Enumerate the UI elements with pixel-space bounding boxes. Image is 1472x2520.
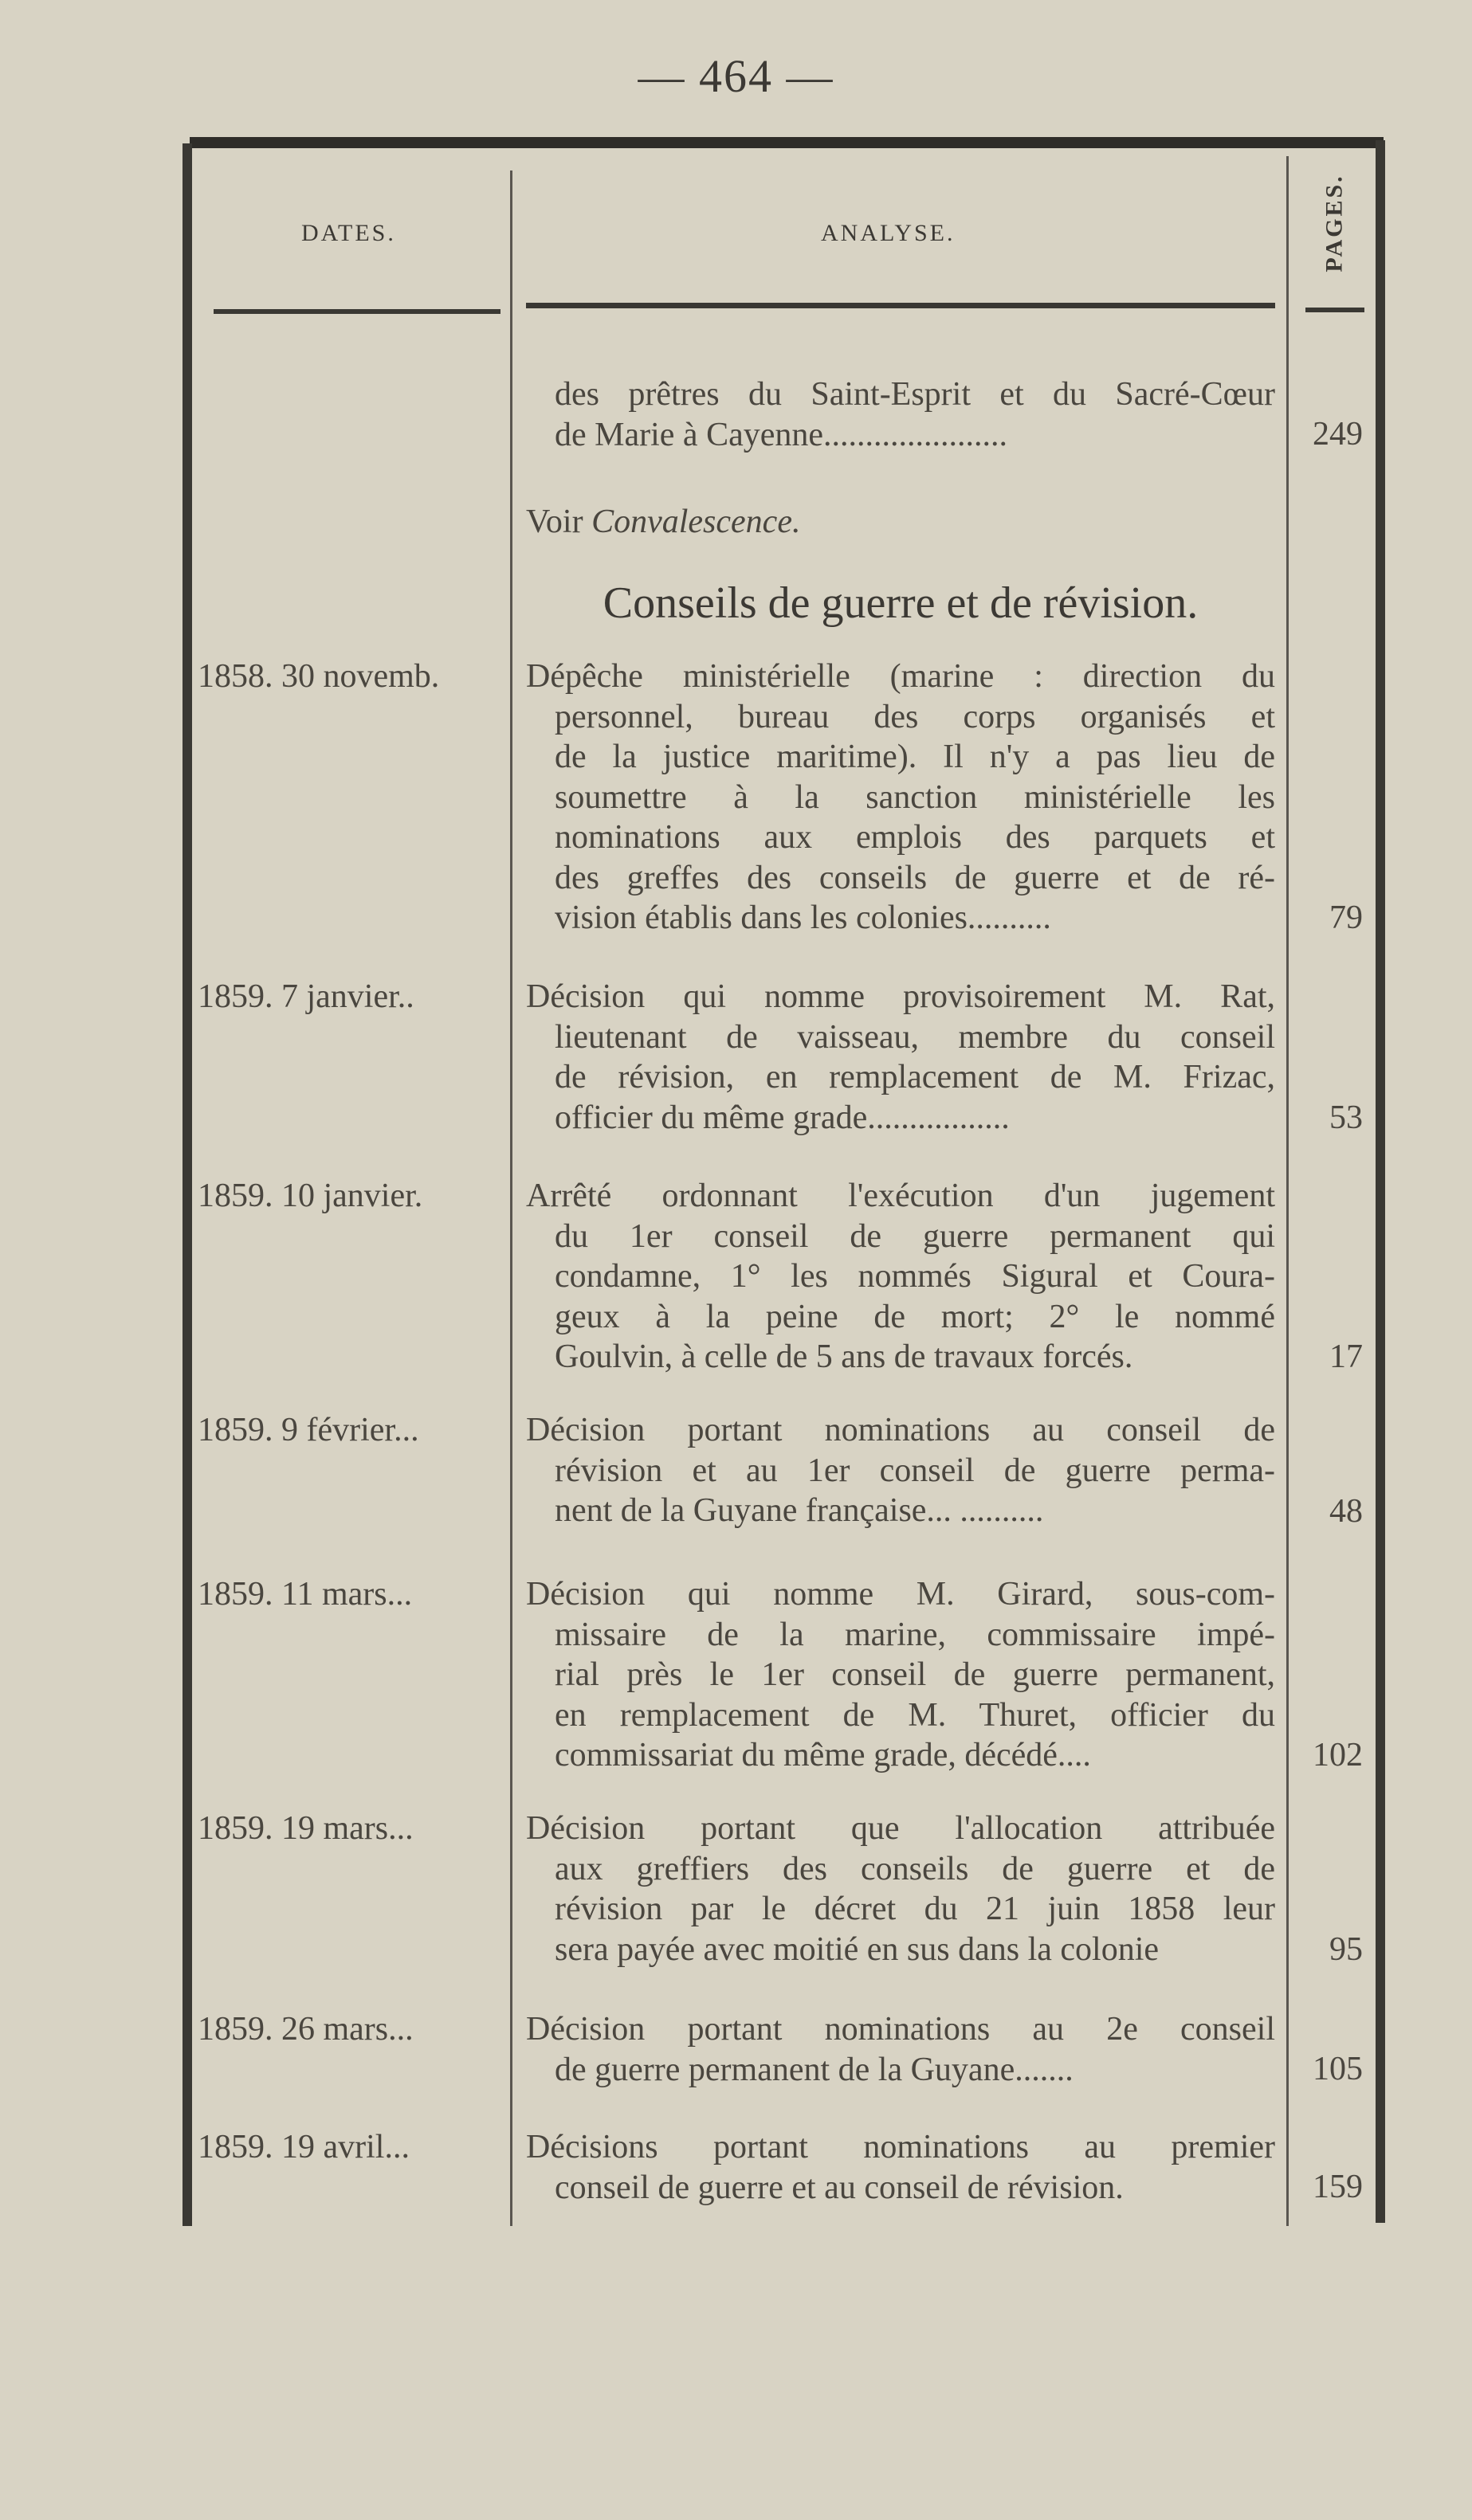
- entry-line: Décision qui nomme M. Girard, sous-com-: [526, 1576, 1275, 1613]
- entry-line: commissariat du même grade, décédé....: [555, 1737, 1091, 1773]
- page-ref: 159: [1313, 2169, 1363, 2205]
- entry-line: officier du même grade.................: [555, 1099, 1010, 1136]
- entry-line: nominations aux emplois des parquets et: [555, 819, 1275, 856]
- entry-line: rial près le 1er conseil de guerre permanent,: [555, 1656, 1275, 1693]
- entry-line: nent de la Guyane française... ..........: [555, 1492, 1044, 1529]
- entry-line: lieutenant de vaisseau, membre du conseil: [555, 1018, 1275, 1056]
- entry-line: aux greffiers des conseils de guerre et de: [555, 1850, 1275, 1887]
- page-ref: 249: [1313, 416, 1363, 453]
- header-rule-dates: [214, 309, 500, 314]
- entry-date: 1859. 9 février...: [198, 1412, 419, 1448]
- column-divider-dates: [510, 170, 512, 2226]
- entry-date: 1859. 19 avril...: [198, 2129, 410, 2165]
- page-ref: 95: [1329, 1931, 1363, 1968]
- entry-date: 1859. 19 mars...: [198, 1810, 414, 1847]
- see-also-reference: [526, 502, 1275, 543]
- list-item: [526, 2009, 1275, 2090]
- list-item: [526, 1809, 1275, 1969]
- entry-line: Décision portant nominations au conseil de: [526, 1412, 1275, 1448]
- page-ref: 17: [1329, 1338, 1363, 1375]
- table-top-rule: [190, 137, 1384, 148]
- entry-line: en remplacement de M. Thuret, officier du: [555, 1696, 1275, 1734]
- header-rule-pages: [1305, 308, 1364, 312]
- column-divider-pages: [1286, 156, 1289, 2226]
- entry-line: conseil de guerre et au conseil de révision.: [555, 2169, 1124, 2206]
- entry-line: sera payée avec moitié en sus dans la colonie: [555, 1930, 1160, 1968]
- entry-line: Goulvin, à celle de 5 ans de travaux forcés.: [555, 1338, 1133, 1375]
- page-number: — 464 —: [638, 50, 834, 102]
- entry-line: vision établis dans les colonies..........: [555, 899, 1051, 936]
- continuation-entry: [526, 374, 1275, 455]
- entry-line: Décision portant nominations au 2e conseil: [526, 2011, 1275, 2048]
- entry-line: personnel, bureau des corps organisés et: [555, 698, 1275, 735]
- entry-line: condamne, 1° les nommés Sigural et Coura-: [555, 1258, 1275, 1295]
- entry-line: de la justice maritime). Il n'y a pas lieu de: [555, 739, 1275, 775]
- list-item: [526, 2127, 1275, 2208]
- entry-line: Décision qui nomme provisoirement M. Rat,: [526, 978, 1275, 1015]
- entry-date: 1858. 30 novemb.: [198, 658, 440, 695]
- entry-line: Arrêté ordonnant l'exécution d'un jugement: [526, 1178, 1275, 1214]
- entry-line: de Marie à Cayenne......................: [555, 416, 1008, 453]
- page-ref: 105: [1313, 2051, 1363, 2087]
- page-ref: 53: [1329, 1099, 1363, 1136]
- voir-reference: Convalescence.: [591, 504, 801, 540]
- entry-line: Dépêche ministérielle (marine : direction du: [526, 658, 1275, 695]
- header-analyse: ANALYSE.: [821, 220, 956, 246]
- entry-date: 1859. 11 mars...: [198, 1576, 413, 1613]
- list-item: [526, 1176, 1275, 1378]
- entry-line: soumettre à la sanction ministérielle les: [555, 778, 1275, 816]
- entry-line: Décision portant que l'allocation attribuée: [526, 1810, 1275, 1847]
- entry-line: de guerre permanent de la Guyane.......: [555, 2051, 1074, 2088]
- page-ref: 102: [1313, 1737, 1363, 1773]
- entry-line: de révision, en remplacement de M. Frizac,: [555, 1059, 1275, 1095]
- list-item: [526, 977, 1275, 1138]
- list-item: [526, 1410, 1275, 1531]
- voir-prefix: Voir: [526, 504, 592, 540]
- table-right-rule: [1376, 140, 1385, 2223]
- header-dates: DATES.: [301, 220, 396, 246]
- page-ref: 48: [1329, 1493, 1363, 1530]
- header-pages: [1311, 167, 1359, 279]
- header-rule-analyse: [526, 303, 1275, 308]
- entry-line: des greffes des conseils de guerre et de ré-: [555, 859, 1275, 896]
- entry-line: du 1er conseil de guerre permanent qui: [555, 1217, 1275, 1255]
- list-item: [526, 656, 1275, 939]
- page-ref: 79: [1329, 899, 1363, 936]
- entry-line: geux à la peine de mort; 2° le nommé: [555, 1298, 1275, 1335]
- entry-date: 1859. 7 janvier..: [198, 978, 414, 1015]
- entry-line: révision et au 1er conseil de guerre perma-: [555, 1452, 1275, 1489]
- table-left-rule: [183, 143, 192, 2226]
- entry-line: Décisions portant nominations au premier: [526, 2129, 1275, 2165]
- header-pages-label: PAGES.: [1321, 174, 1348, 272]
- list-item: [526, 1574, 1275, 1776]
- entry-line: missaire de la marine, commissaire impé-: [555, 1616, 1275, 1653]
- entry-line: révision par le décret du 21 juin 1858 leur: [555, 1891, 1275, 1927]
- entry-date: 1859. 10 janvier.: [198, 1178, 423, 1214]
- entry-date: 1859. 26 mars...: [198, 2011, 414, 2048]
- entry-line: des prêtres du Saint-Esprit et du Sacré-Cœur: [555, 376, 1275, 413]
- section-heading: Conseils de guerre et de révision.: [603, 578, 1199, 628]
